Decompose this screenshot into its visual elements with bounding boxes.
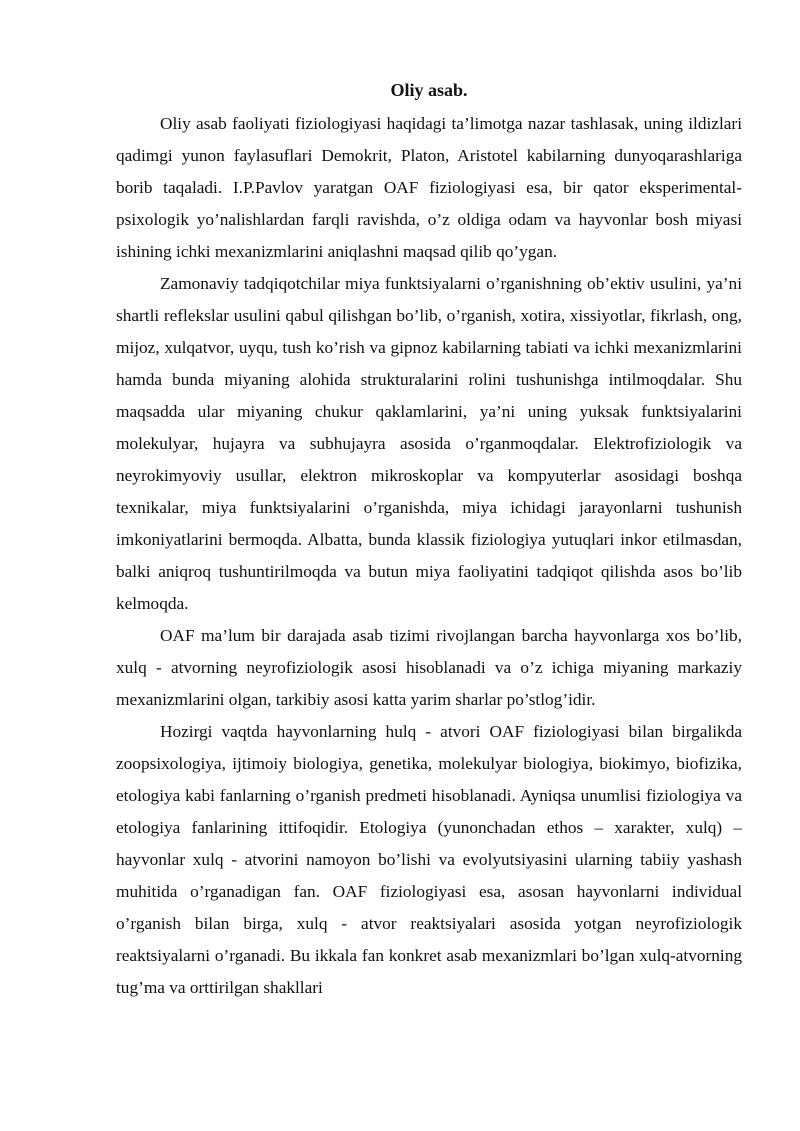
paragraph-1: Oliy asab faoliyati fiziologiyasi haqidagi ta’limotga nazar tashlasak, uning ildizlari qadimgi yunon faylasuflari Demokrit, Platon, Aristotel kabilarning dunyoqarashlariga borib taqaladi. I.P.Pavlov yaratgan OAF fiziologiyasi esa, bir qator eksperimental-psixologik yo’nalishlardan farqli ravishda, o’z oldiga odam va hayvonlar bosh miyasi ishining ichki mexanizmlarini aniqlashni maqsad qilib qo’ygan.: [116, 114, 742, 261]
document-page: [116, 72, 742, 1004]
paragraph-4: Hozirgi vaqtda hayvonlarning hulq - atvori OAF fiziologiyasi bilan birgalikda zoopsixologiya, ijtimoiy biologiya, genetika, molekulyar biologiya, biokimyo, biofizika, etologiya kabi fanlarning o’rganish predmeti hisoblanadi. Ayniqsa unumlisi fiziologiya va etologiya fanlarining ittifoqidir. Etologiya (yunonchadan ethos – xarakter, xulq) – hayvonlar xulq - atvorini namoyon bo’lishi va evolyutsiyasini ularning tabiiy yashash muhitida o’rganadigan fan. OAF fiziologiyasi esa, asosan hayvonlarni individual o’rganish bilan birga, xulq - atvor reaktsiyalari asosida yotgan neyrofiziologik reaktsiyalarni o’rganadi. Bu ikkala fan konkret asab mexanizmlari bo’lgan xulq-atvorning tug’ma va orttirilgan shakllari: [116, 722, 742, 997]
document-title: Oliy asab.: [390, 80, 468, 100]
paragraph-3: OAF ma’lum bir darajada asab tizimi rivojlangan barcha hayvonlarga xos bo’lib, xulq - atvorning neyrofiziologik asosi hisoblanadi va o’z ichiga miyaning markaziy mexanizmlarini olgan, tarkibiy asosi katta yarim sharlar po’stlog’idir.: [116, 626, 742, 709]
paragraph-2: Zamonaviy tadqiqotchilar miya funktsiyalarni o’rganishning ob’ektiv usulini, ya’ni shartli reflekslar usulini qabul qilishgan bo’lib, o’rganish, xotira, xissiyotlar, fikrlash, ong, mijoz, xulqatvor, uyqu, tush ko’rish va gipnoz kabilarning tabiati va ichki mexanizmlarini hamda bunda miyaning alohida strukturalarini rolini tushunishga intilmoqdalar. Shu maqsadda ular miyaning chukur qaklamlarini, ya’ni uning yuksak funktsiyalarini molekulyar, hujayra va subhujayra asosida o’rganmoqdalar. Elektrofiziologik va neyrokimyoviy usullar, elektron mikroskoplar va kompyuterlar asosidagi boshqa texnikalar, miya funktsiyalarini o’rganishda, miya ichidagi jarayonlarni tushunish imkoniyatlarini bermoqda. Albatta, bunda klassik fiziologiya yutuqlari inkor etilmasdan, balki aniqroq tushuntirilmoqda va butun miya faoliyatini tadqiqot qilishda asos bo’lib kelmoqda.: [116, 274, 742, 613]
